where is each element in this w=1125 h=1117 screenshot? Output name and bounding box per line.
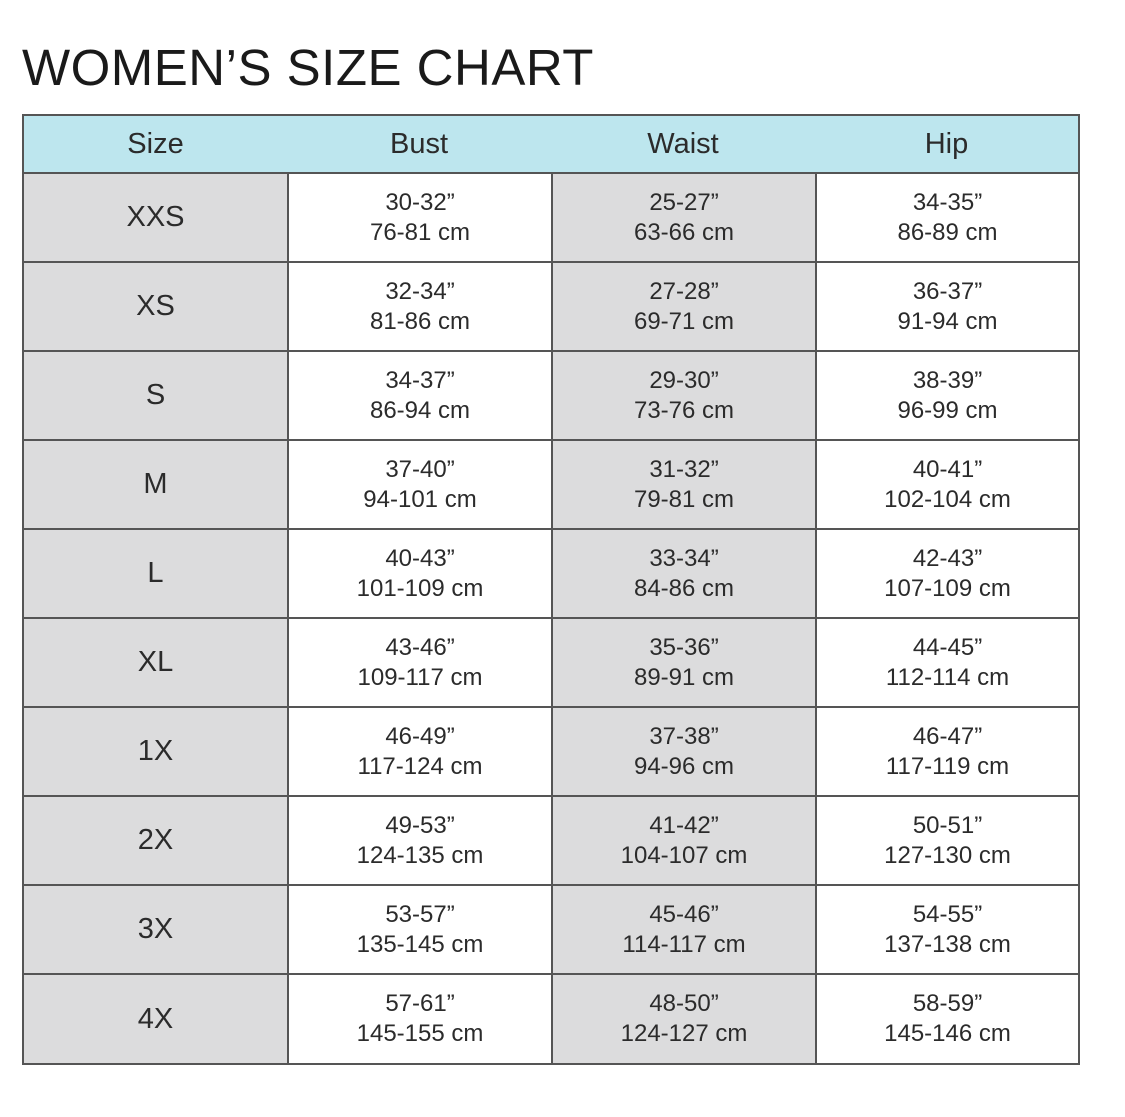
waist-cell xyxy=(551,975,815,1063)
hip-cell xyxy=(815,797,1078,884)
bust-cell xyxy=(287,441,551,528)
hip-cm: 112-114 cm xyxy=(885,663,1010,691)
bust-cm: 135-145 cm xyxy=(356,930,484,958)
waist-inches: 25-27” xyxy=(649,188,719,216)
bust-inches: 43-46” xyxy=(385,633,455,661)
hip-inches: 44-45” xyxy=(912,633,983,661)
waist-cm: 69-71 cm xyxy=(633,307,735,335)
bust-cm: 101-109 cm xyxy=(356,574,484,602)
waist-inches: 48-50” xyxy=(649,990,719,1017)
waist-inches: 37-38” xyxy=(649,722,719,750)
waist-inches: 35-36” xyxy=(649,633,719,661)
waist-cell xyxy=(551,174,815,261)
bust-cell xyxy=(287,886,551,973)
page-title: WOMEN’S SIZE CHART xyxy=(22,39,594,96)
bust-cm: 86-94 cm xyxy=(369,396,471,424)
hip-cm: 127-130 cm xyxy=(884,841,1011,869)
bust-inches: 30-32” xyxy=(385,188,455,216)
bust-cell xyxy=(287,530,551,617)
size-cell: L xyxy=(24,530,287,617)
size-cell: XXS xyxy=(24,174,287,261)
waist-cm: 73-76 cm xyxy=(633,396,735,424)
waist-cell xyxy=(551,530,815,617)
bust-cm: 81-86 cm xyxy=(369,307,471,335)
waist-cell xyxy=(551,263,815,350)
bust-cell xyxy=(287,352,551,439)
size-cell: 3X xyxy=(24,886,287,973)
waist-cell xyxy=(551,352,815,439)
bust-cm: 109-117 cm xyxy=(357,663,483,691)
table-row xyxy=(24,708,1078,797)
waist-cell xyxy=(551,619,815,706)
hip-inches: 50-51” xyxy=(912,811,983,839)
hip-inches: 34-35” xyxy=(912,188,983,216)
bust-cell xyxy=(287,263,551,350)
waist-cm: 79-81 cm xyxy=(633,485,735,513)
bust-inches: 32-34” xyxy=(385,277,455,305)
waist-cm: 104-107 cm xyxy=(620,841,748,869)
size-cell: XL xyxy=(24,619,287,706)
table-row xyxy=(24,886,1078,975)
bust-inches: 53-57” xyxy=(385,900,455,928)
hip-cell xyxy=(815,975,1078,1063)
waist-inches: 31-32” xyxy=(649,455,719,483)
hip-inches: 46-47” xyxy=(912,722,983,750)
waist-inches: 45-46” xyxy=(649,900,719,928)
hip-cm: 137-138 cm xyxy=(884,930,1011,958)
table-row xyxy=(24,352,1078,441)
table-row xyxy=(24,441,1078,530)
waist-inches: 33-34” xyxy=(649,544,719,572)
hip-inches: 42-43” xyxy=(912,544,983,572)
size-cell: S xyxy=(24,352,287,439)
hip-cell xyxy=(815,263,1078,350)
hip-cell xyxy=(815,619,1078,706)
header-size: Size xyxy=(127,127,184,160)
hip-cm: 86-89 cm xyxy=(897,218,998,246)
bust-cell xyxy=(287,797,551,884)
hip-inches: 38-39” xyxy=(912,366,983,394)
waist-cell xyxy=(551,886,815,973)
hip-inches: 40-41” xyxy=(912,455,983,483)
hip-cell xyxy=(815,530,1078,617)
bust-inches: 40-43” xyxy=(385,544,455,572)
bust-cell xyxy=(287,619,551,706)
size-chart-table xyxy=(22,114,1080,1065)
table-row xyxy=(24,174,1078,263)
bust-cm: 145-155 cm xyxy=(356,1020,484,1047)
waist-cm: 89-91 cm xyxy=(633,663,735,691)
bust-inches: 37-40” xyxy=(385,455,455,483)
bust-inches: 34-37” xyxy=(385,366,455,394)
bust-inches: 57-61” xyxy=(385,990,455,1017)
hip-cm: 102-104 cm xyxy=(884,485,1011,513)
hip-cm: 91-94 cm xyxy=(897,307,998,335)
hip-cell xyxy=(815,708,1078,795)
bust-inches: 49-53” xyxy=(385,811,455,839)
table-row xyxy=(24,263,1078,352)
bust-cm: 117-124 cm xyxy=(357,752,483,780)
size-cell: 1X xyxy=(24,708,287,795)
bust-cm: 94-101 cm xyxy=(363,485,477,513)
waist-cell xyxy=(551,797,815,884)
bust-cell xyxy=(287,174,551,261)
header-bust: Bust xyxy=(389,127,449,160)
hip-cell xyxy=(815,174,1078,261)
waist-cell xyxy=(551,708,815,795)
hip-cell xyxy=(815,886,1078,973)
waist-cm: 124-127 cm xyxy=(620,1020,748,1047)
hip-cm: 145-146 cm xyxy=(884,1020,1011,1047)
table-row xyxy=(24,797,1078,886)
table-row xyxy=(24,530,1078,619)
waist-inches: 29-30” xyxy=(649,366,719,394)
hip-inches: 54-55” xyxy=(912,900,983,928)
size-cell: 2X xyxy=(24,797,287,884)
size-cell: XS xyxy=(24,263,287,350)
waist-cm: 114-117 cm xyxy=(622,930,746,958)
table-body xyxy=(24,174,1078,1063)
hip-inches: 58-59” xyxy=(912,990,983,1017)
hip-cell xyxy=(815,352,1078,439)
table-header-row xyxy=(24,116,1078,174)
table-row xyxy=(24,619,1078,708)
hip-cm: 117-119 cm xyxy=(885,752,1010,780)
waist-inches: 41-42” xyxy=(649,811,719,839)
size-cell: 4X xyxy=(24,975,287,1063)
bust-cm: 124-135 cm xyxy=(356,841,484,869)
table-row xyxy=(24,975,1078,1063)
header-hip: Hip xyxy=(924,127,969,160)
size-cell: M xyxy=(24,441,287,528)
header-waist: Waist xyxy=(647,127,719,160)
bust-cm: 76-81 cm xyxy=(369,218,471,246)
bust-cell xyxy=(287,708,551,795)
bust-inches: 46-49” xyxy=(385,722,455,750)
waist-inches: 27-28” xyxy=(649,277,719,305)
waist-cm: 63-66 cm xyxy=(633,218,735,246)
waist-cm: 94-96 cm xyxy=(633,752,735,780)
waist-cm: 84-86 cm xyxy=(633,574,735,602)
waist-cell xyxy=(551,441,815,528)
hip-inches: 36-37” xyxy=(912,277,983,305)
hip-cm: 107-109 cm xyxy=(884,574,1011,602)
hip-cm: 96-99 cm xyxy=(897,396,998,424)
bust-cell xyxy=(287,975,551,1063)
hip-cell xyxy=(815,441,1078,528)
